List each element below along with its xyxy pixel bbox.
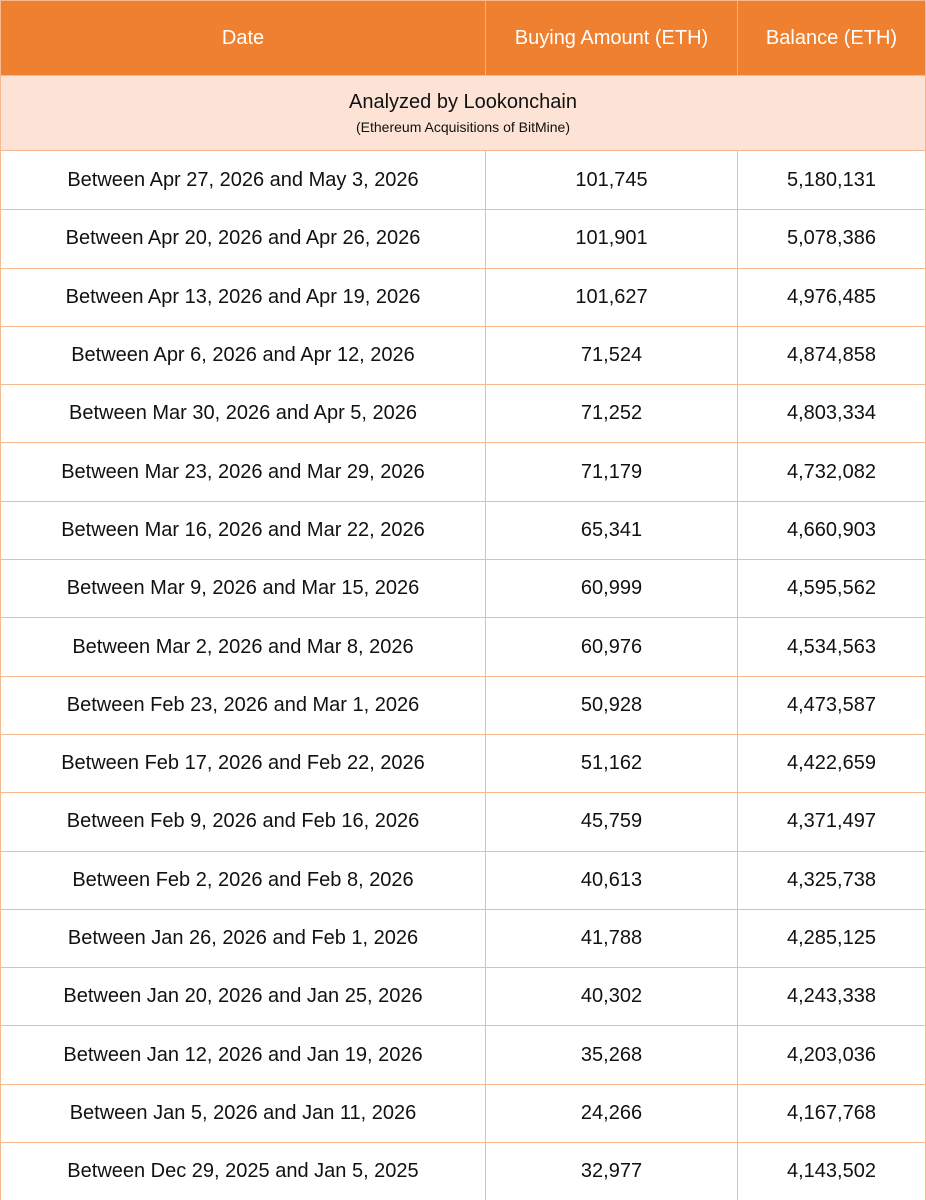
table-row <box>1 676 925 734</box>
header-balance: Balance (ETH) <box>737 1 925 75</box>
date-cell: Between Jan 26, 2026 and Feb 1, 2026 <box>67 927 419 949</box>
date-cell: Between Mar 2, 2026 and Mar 8, 2026 <box>72 635 414 658</box>
balance-cell: 4,534,563 <box>737 618 925 675</box>
buying-amount-cell: 60,999 <box>485 560 737 617</box>
table-row <box>1 792 925 850</box>
table-body <box>1 151 925 1200</box>
table-row <box>1 384 925 442</box>
table-row <box>1 1142 925 1200</box>
balance-cell: 4,243,338 <box>737 968 925 1025</box>
date-cell: Between Jan 20, 2026 and Jan 25, 2026 <box>63 985 423 1008</box>
balance-cell: 4,203,036 <box>737 1026 925 1083</box>
table-row <box>1 909 925 967</box>
buying-amount-cell: 71,524 <box>485 327 737 384</box>
buying-amount-cell: 71,179 <box>485 443 737 500</box>
buying-amount-cell: 60,976 <box>485 618 737 675</box>
buying-amount-cell: 35,268 <box>485 1026 737 1083</box>
date-cell: Between Jan 5, 2026 and Jan 11, 2026 <box>69 1101 417 1124</box>
balance-cell: 4,803,334 <box>737 385 925 442</box>
table-row <box>1 209 925 267</box>
buying-amount-cell: 51,162 <box>485 735 737 792</box>
balance-cell: 4,874,858 <box>737 327 925 384</box>
table-row <box>1 1025 925 1083</box>
table-row <box>1 1084 925 1142</box>
table-row <box>1 268 925 326</box>
table-header <box>1 1 925 75</box>
buying-amount-cell: 24,266 <box>485 1085 737 1142</box>
banner-title: Analyzed by Lookonchain <box>349 91 577 113</box>
balance-cell: 5,180,131 <box>737 151 925 209</box>
date-cell: Between Apr 27, 2026 and May 3, 2026 <box>67 168 419 191</box>
table-row <box>1 734 925 792</box>
date-cell: Between Feb 2, 2026 and Feb 8, 2026 <box>72 868 414 891</box>
balance-cell: 4,422,659 <box>737 735 925 792</box>
date-cell: Between Mar 30, 2026 and Apr 5, 2026 <box>68 402 418 425</box>
buying-amount-cell: 45,759 <box>485 793 737 850</box>
date-cell: Between Mar 23, 2026 and Mar 29, 2026 <box>61 460 425 483</box>
buying-amount-cell: 50,928 <box>485 677 737 734</box>
balance-cell: 4,167,768 <box>737 1085 925 1142</box>
balance-cell: 4,285,125 <box>737 910 925 967</box>
buying-amount-cell: 32,977 <box>485 1143 737 1200</box>
banner-subtitle: (Ethereum Acquisitions of BitMine) <box>356 119 570 135</box>
buying-amount-cell: 101,627 <box>485 269 737 326</box>
table-row <box>1 501 925 559</box>
table-row <box>1 851 925 909</box>
balance-cell: 4,473,587 <box>737 677 925 734</box>
date-cell: Between Mar 16, 2026 and Mar 22, 2026 <box>61 518 425 541</box>
balance-cell: 5,078,386 <box>737 210 925 267</box>
buying-amount-cell: 40,302 <box>485 968 737 1025</box>
header-date: Date <box>221 26 265 49</box>
table-row <box>1 967 925 1025</box>
buying-amount-cell: 40,613 <box>485 852 737 909</box>
balance-cell: 4,660,903 <box>737 502 925 559</box>
balance-cell: 4,976,485 <box>737 269 925 326</box>
table-row <box>1 617 925 675</box>
table-row <box>1 442 925 500</box>
buying-amount-cell: 71,252 <box>485 385 737 442</box>
table-row <box>1 559 925 617</box>
analysis-banner <box>1 75 925 151</box>
buying-amount-cell: 101,745 <box>485 151 737 209</box>
date-cell: Between Apr 13, 2026 and Apr 19, 2026 <box>65 285 421 308</box>
date-cell: Between Jan 12, 2026 and Jan 19, 2026 <box>63 1043 423 1066</box>
buying-amount-cell: 41,788 <box>485 910 737 967</box>
balance-cell: 4,143,502 <box>737 1143 925 1200</box>
buying-amount-cell: 101,901 <box>485 210 737 267</box>
date-cell: Between Dec 29, 2025 and Jan 5, 2025 <box>67 1160 419 1183</box>
date-cell: Between Mar 9, 2026 and Mar 15, 2026 <box>66 577 420 600</box>
balance-cell: 4,371,497 <box>737 793 925 850</box>
table-row <box>1 151 925 209</box>
header-buying-amount: Buying Amount (ETH) <box>485 1 737 75</box>
date-cell: Between Feb 9, 2026 and Feb 16, 2026 <box>66 810 420 833</box>
buying-amount-cell: 65,341 <box>485 502 737 559</box>
date-cell: Between Feb 23, 2026 and Mar 1, 2026 <box>66 693 420 716</box>
balance-cell: 4,325,738 <box>737 852 925 909</box>
balance-cell: 4,595,562 <box>737 560 925 617</box>
table-row <box>1 326 925 384</box>
date-cell: Between Apr 6, 2026 and Apr 12, 2026 <box>71 344 415 367</box>
date-cell: Between Feb 17, 2026 and Feb 22, 2026 <box>61 752 425 775</box>
balance-cell: 4,732,082 <box>737 443 925 500</box>
date-cell: Between Apr 20, 2026 and Apr 26, 2026 <box>65 227 421 250</box>
